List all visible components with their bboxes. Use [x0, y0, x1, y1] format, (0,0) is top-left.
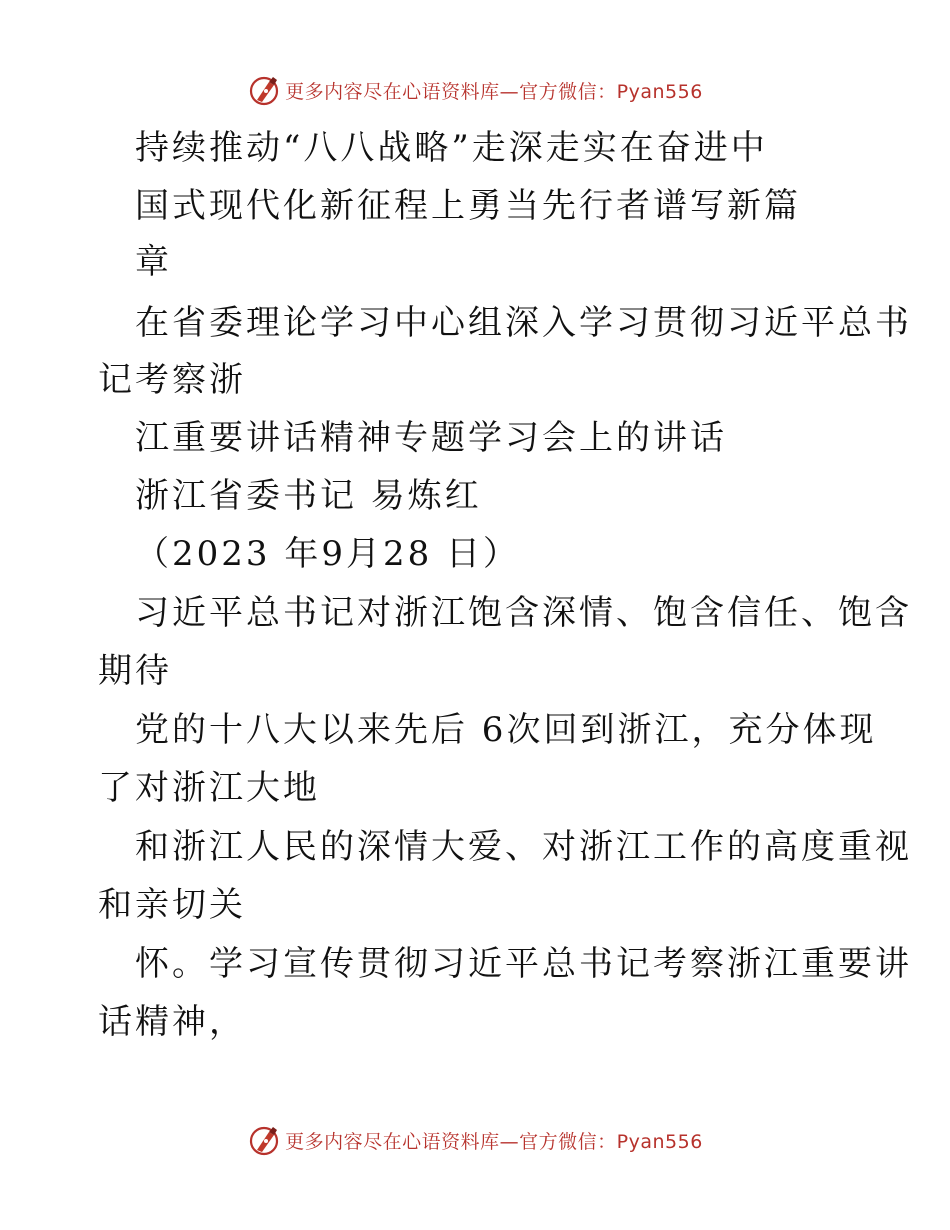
paragraph-line: 党的十八大以来先后 6次回到浙江，充分体现	[135, 710, 877, 750]
paragraph-line: 了对浙江大地	[98, 768, 320, 808]
paragraph-line: 怀。学习宣传贯彻习近平总书记考察浙江重要讲	[135, 944, 912, 984]
subtitle-line-1: 在省委理论学习中心组深入学习贯彻习近平总书	[135, 303, 912, 343]
pen-nib-logo-icon	[247, 1123, 281, 1157]
paragraph-line: 和亲切关	[98, 885, 246, 925]
header-banner-text: 更多内容尽在心语资料库—官方微信：Pyan556	[285, 80, 703, 103]
footer-watermark-banner	[0, 1120, 950, 1160]
paragraph-line: 习近平总书记对浙江饱含深情、饱含信任、饱含	[135, 593, 912, 633]
footer-banner-text: 更多内容尽在心语资料库—官方微信：Pyan556	[285, 1130, 703, 1153]
paragraph-line: 话精神，	[98, 1002, 246, 1042]
header-watermark-banner	[0, 70, 950, 110]
author-line: 浙江省委书记 易炼红	[135, 476, 482, 516]
pen-nib-logo-icon	[247, 73, 281, 107]
title-line-1: 持续推动“八八战略”走深走实在奋进中	[135, 128, 768, 168]
date-line: （2023 年9月28 日）	[135, 534, 521, 574]
paragraph-line: 期待	[98, 651, 172, 691]
title-line-3: 章	[135, 242, 172, 282]
title-line-2: 国式现代化新征程上勇当先行者谱写新篇	[135, 186, 801, 226]
subtitle-line-2: 记考察浙	[98, 360, 246, 400]
subtitle-line-3: 江重要讲话精神专题学习会上的讲话	[135, 418, 727, 458]
paragraph-line: 和浙江人民的深情大爱、对浙江工作的高度重视	[135, 827, 912, 867]
